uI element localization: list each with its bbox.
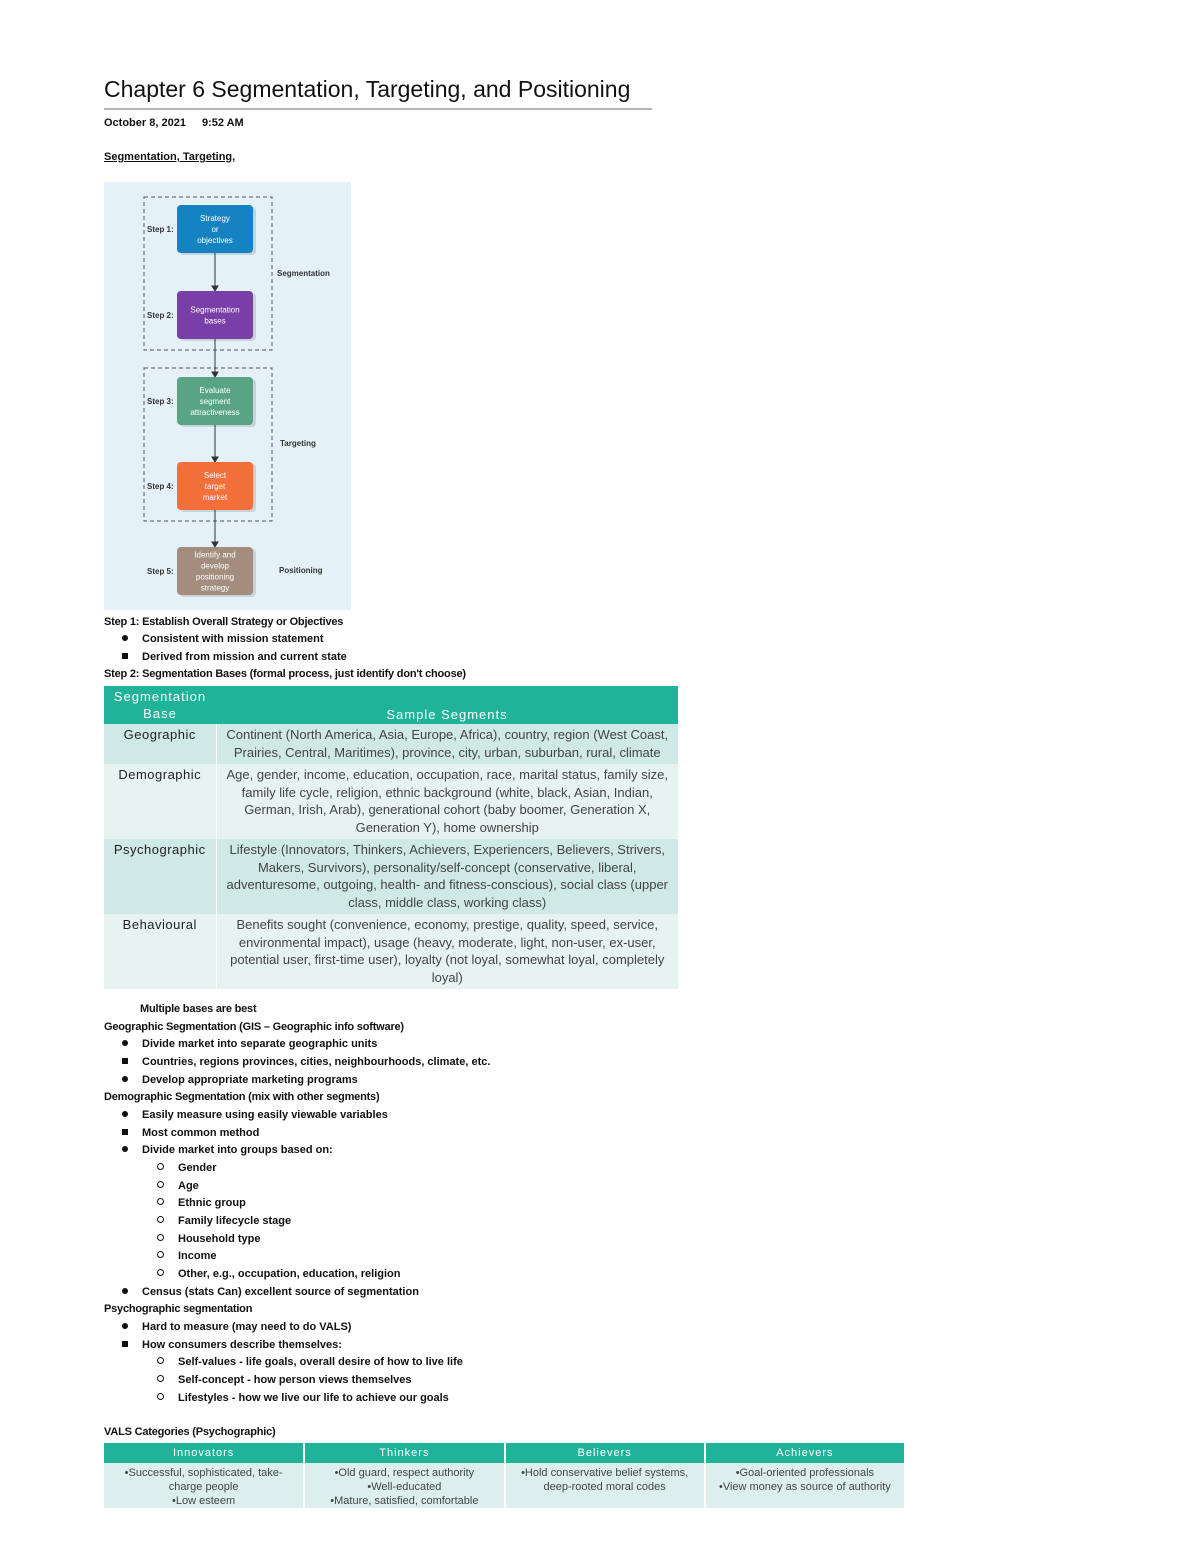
step-1-node	[147, 205, 256, 255]
group-label-segmentation: Segmentation	[277, 269, 330, 278]
psychographic-heading: Psychographic segmentation	[104, 1303, 253, 1315]
step-label: Step 1:	[147, 225, 174, 234]
list-item	[122, 1127, 259, 1139]
list-item-text: Self-concept - how person views themselves	[178, 1374, 412, 1386]
square-bullet-icon	[122, 1341, 128, 1347]
bullet-icon	[122, 635, 128, 641]
step-2-node	[147, 291, 256, 341]
table-header-row	[104, 1443, 905, 1463]
bullet-icon	[122, 1288, 128, 1294]
list-item	[122, 633, 324, 645]
date-text: October 8, 2021	[104, 117, 186, 129]
step-5-node	[147, 547, 256, 597]
square-bullet-icon	[122, 1058, 128, 1064]
bullet-icon	[122, 1323, 128, 1329]
step-box-text: Evaluate	[199, 386, 231, 395]
group-label-positioning: Positioning	[279, 566, 323, 575]
step-box-text: positioning	[195, 572, 235, 582]
samples-cell: Age, gender, income, education, occupation, race, marital status, family size, family life cycle, religion, ethnic background (white, black, Asian, Indian, German, Irish, Arab), generational cohort (baby boomer, Generation X, Generation Y), home ownership	[216, 764, 678, 839]
header-sample-segments: Sample Segments	[216, 686, 678, 724]
base-cell: Psychographic	[104, 839, 216, 914]
step-box-text: market	[202, 493, 228, 502]
circle-bullet-icon	[157, 1357, 164, 1364]
circle-bullet-icon	[157, 1181, 164, 1188]
list-item	[122, 1056, 490, 1068]
table-row	[104, 914, 678, 989]
step-box-text: bases	[204, 316, 226, 326]
list-item	[122, 1144, 333, 1156]
vals-heading: VALS Categories (Psychographic)	[104, 1426, 276, 1438]
title-underline	[104, 108, 652, 110]
circle-bullet-icon	[157, 1198, 164, 1205]
list-item-text: Other, e.g., occupation, education, religion	[178, 1268, 401, 1280]
step-box-text: target	[204, 482, 226, 491]
list-item	[122, 1321, 351, 1333]
circle-bullet-icon	[157, 1393, 164, 1400]
step-box-text: strategy	[200, 583, 230, 593]
step-box-text: segment	[199, 397, 231, 406]
sub-list-item	[157, 1250, 217, 1262]
sub-list-item	[157, 1197, 246, 1209]
list-item-text: Most common method	[142, 1127, 260, 1139]
table-row	[104, 1463, 905, 1508]
step-box-text: attractiveness	[190, 408, 240, 417]
vals-item: •Goal-oriented professionals	[735, 1467, 875, 1479]
sub-list-item	[157, 1180, 199, 1192]
stp-diagram-svg	[104, 182, 351, 610]
step-label: Step 2:	[147, 311, 174, 320]
list-item-text: Easily measure using easily viewable variables	[142, 1109, 388, 1121]
base-cell: Demographic	[104, 764, 216, 839]
vals-item: •Well-educated	[367, 1481, 442, 1493]
vals-item: •Low esteem	[172, 1495, 236, 1507]
list-item-text: Hard to measure (may need to do VALS)	[142, 1321, 352, 1333]
step-box-text: objectives	[197, 236, 233, 245]
vals-cell	[705, 1463, 905, 1508]
section-heading: Segmentation, Targeting,	[104, 151, 236, 163]
step-3-node	[147, 377, 256, 427]
list-item-text: Income	[178, 1250, 217, 1262]
sub-list-item	[157, 1162, 217, 1174]
list-item	[122, 1109, 388, 1121]
step-box-text: Identify and	[194, 550, 236, 560]
group-label-targeting: Targeting	[280, 439, 316, 448]
list-item-text: Derived from mission and current state	[142, 651, 347, 663]
header-innovators: Innovators	[104, 1443, 304, 1463]
list-item	[122, 651, 347, 663]
vals-cell	[304, 1463, 504, 1508]
page-date	[104, 117, 260, 129]
circle-bullet-icon	[157, 1216, 164, 1223]
base-cell: Behavioural	[104, 914, 216, 989]
step-box-text: Strategy	[200, 214, 230, 223]
page-title: Chapter 6 Segmentation, Targeting, and Positioning	[104, 76, 631, 102]
list-item	[122, 1339, 342, 1351]
geographic-heading: Geographic Segmentation (GIS – Geographic info software)	[104, 1021, 404, 1033]
sub-list-item	[157, 1356, 463, 1368]
segmentation-bases-table	[104, 686, 678, 989]
vals-cell	[104, 1463, 304, 1508]
table-row	[104, 839, 678, 914]
table-row	[104, 724, 678, 764]
circle-bullet-icon	[157, 1251, 164, 1258]
step-4-node	[147, 462, 256, 512]
list-item-text: Age	[178, 1180, 199, 1192]
sub-list-item	[157, 1374, 412, 1386]
list-item-text: How consumers describe themselves:	[142, 1339, 342, 1351]
step-label: Step 5:	[147, 567, 174, 576]
demographic-heading: Demographic Segmentation (mix with other segments)	[104, 1091, 380, 1103]
step-box	[177, 291, 253, 339]
square-bullet-icon	[122, 653, 128, 659]
list-item-text: Self-values - life goals, overall desire of how to live life	[178, 1356, 463, 1368]
list-item	[122, 1074, 358, 1086]
vals-item: •Hold conservative belief systems, deep-rooted moral codes	[521, 1467, 689, 1493]
vals-table	[104, 1443, 906, 1508]
square-bullet-icon	[122, 1129, 128, 1135]
table-header-row	[104, 686, 678, 724]
step-box-text: Segmentation	[190, 305, 240, 315]
header-believers: Believers	[505, 1443, 705, 1463]
step-box-text: Select	[203, 471, 227, 480]
list-item-text: Lifestyles - how we live our life to achieve our goals	[178, 1392, 449, 1404]
samples-cell: Lifestyle (Innovators, Thinkers, Achievers, Experiencers, Believers, Strivers, Makers, Survivors), personality/self-concept (conservative, liberal, adventuresome, outgoing, health- and fitness-conscious), social class (upper class, middle class, working class)	[216, 839, 678, 914]
vals-cell	[505, 1463, 705, 1508]
sub-list-item	[157, 1233, 261, 1245]
step1-heading: Step 1: Establish Overall Strategy or Objectives	[104, 616, 344, 628]
step-label: Step 3:	[147, 397, 174, 406]
stp-process-diagram	[104, 182, 351, 610]
list-item-text: Divide market into groups based on:	[142, 1144, 333, 1156]
samples-cell: Continent (North America, Asia, Europe, Africa), country, region (West Coast, Prairies, Central, Maritimes), province, city, urban, suburban, rural, climate	[216, 724, 678, 764]
list-item-text: Census (stats Can) excellent source of segmentation	[142, 1286, 419, 1298]
list-item-text: Ethnic group	[178, 1197, 246, 1209]
list-item-text: Consistent with mission statement	[142, 633, 324, 645]
circle-bullet-icon	[157, 1375, 164, 1382]
circle-bullet-icon	[157, 1234, 164, 1241]
list-item	[122, 1038, 377, 1050]
bullet-icon	[122, 1076, 128, 1082]
header-segmentation-base: Segmentation Base	[104, 686, 216, 724]
bullet-icon	[122, 1111, 128, 1117]
list-item	[122, 1286, 419, 1298]
list-item-text: Gender	[178, 1162, 217, 1174]
bullet-icon	[122, 1040, 128, 1046]
base-cell: Geographic	[104, 724, 216, 764]
multiple-bases-note: Multiple bases are best	[140, 1003, 257, 1015]
list-item-text: Countries, regions provinces, cities, neighbourhoods, climate, etc.	[142, 1056, 491, 1068]
step-box-text: or	[211, 225, 219, 234]
vals-item: •Old guard, respect authority	[334, 1467, 475, 1479]
list-item-text: Household type	[178, 1233, 261, 1245]
time-text: 9:52 AM	[201, 117, 244, 129]
bullet-icon	[122, 1146, 128, 1152]
sub-list-item	[157, 1268, 400, 1280]
step-box-text: develop	[200, 561, 230, 571]
samples-cell: Benefits sought (convenience, economy, prestige, quality, speed, service, environmental impact), usage (heavy, moderate, light, non-user, ex-user, potential user, first-time user), loyalty (not loyal, somewhat loyal, completely loyal)	[216, 914, 678, 989]
step-label: Step 4:	[147, 482, 174, 491]
vals-item: •View money as source of authority	[718, 1481, 891, 1493]
list-item-text: Divide market into separate geographic units	[142, 1038, 378, 1050]
vals-item: •Mature, satisfied, comfortable	[330, 1495, 479, 1507]
vals-item: •Successful, sophisticated, take-charge people	[124, 1467, 283, 1493]
step2-heading: Step 2: Segmentation Bases (formal process, just identify don't choose)	[104, 668, 466, 680]
table-row	[104, 764, 678, 839]
sub-list-item	[157, 1215, 291, 1227]
header-achievers: Achievers	[705, 1443, 905, 1463]
circle-bullet-icon	[157, 1163, 164, 1170]
list-item-text: Family lifecycle stage	[178, 1215, 292, 1227]
list-item-text: Develop appropriate marketing programs	[142, 1074, 358, 1086]
header-thinkers: Thinkers	[304, 1443, 504, 1463]
sub-list-item	[157, 1392, 449, 1404]
circle-bullet-icon	[157, 1269, 164, 1276]
